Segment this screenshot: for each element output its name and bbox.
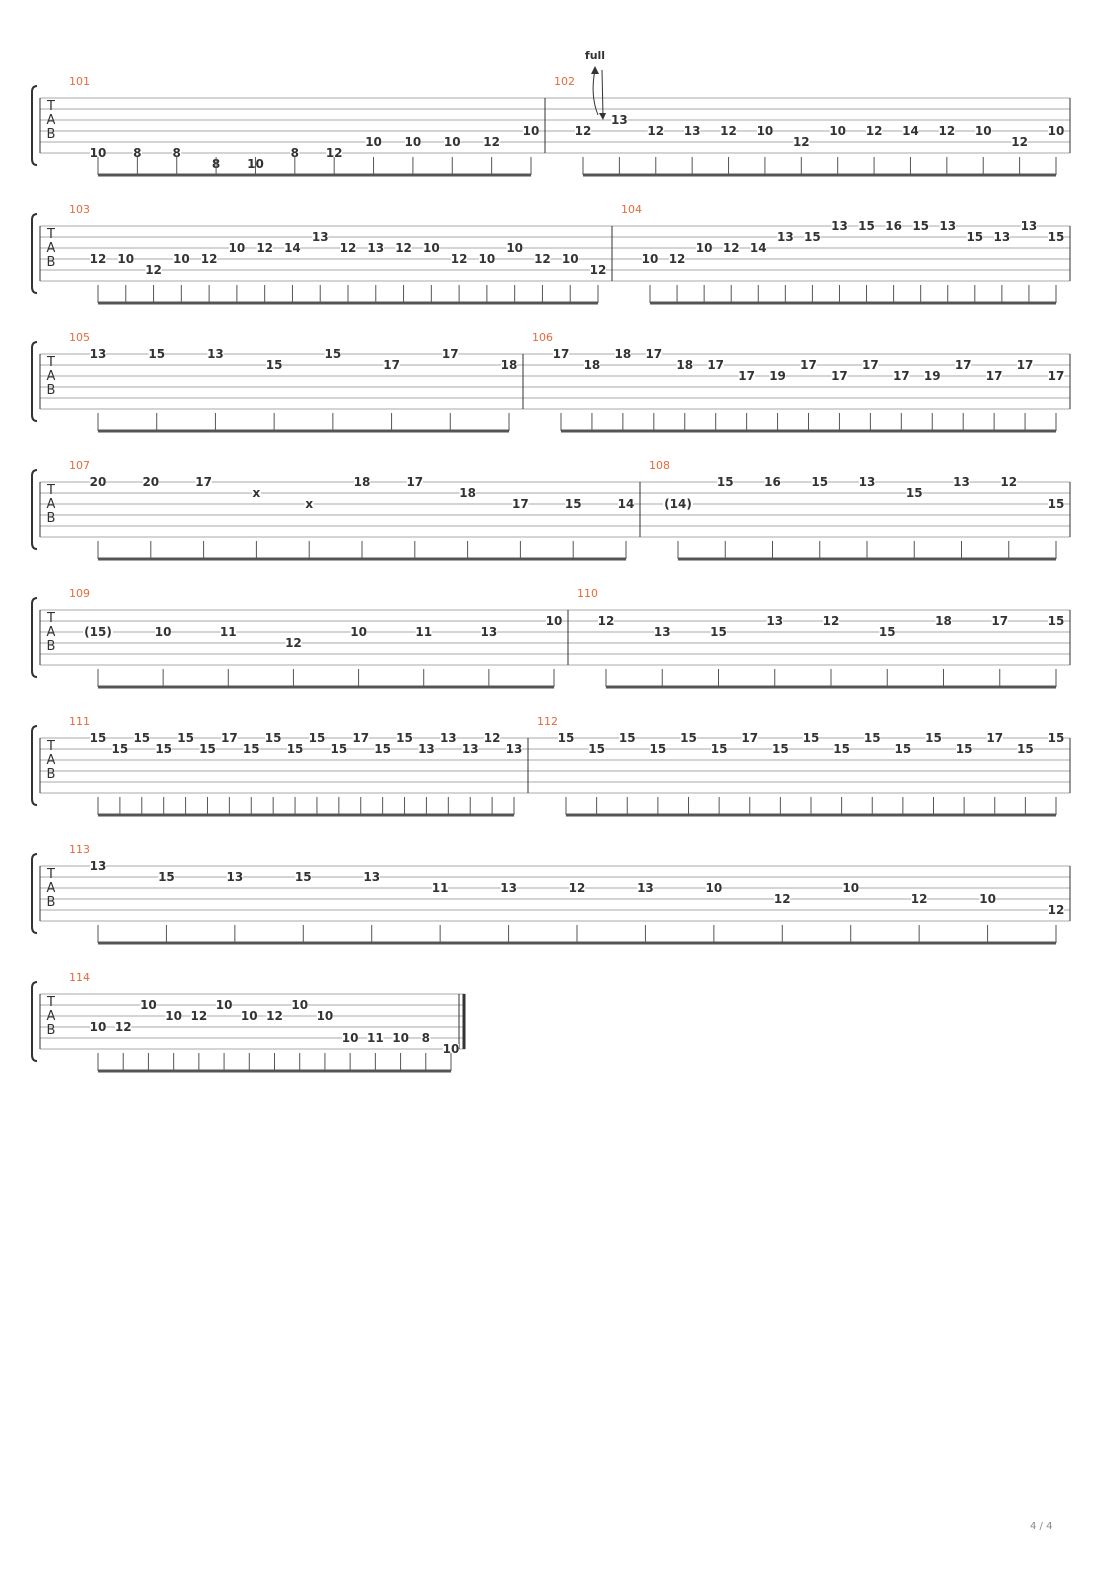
fret-number: 17 bbox=[195, 475, 212, 489]
tab-system bbox=[32, 203, 1070, 303]
fret-number: 15 bbox=[564, 497, 582, 511]
fret-number: x bbox=[252, 486, 261, 500]
fret-number: 15 bbox=[308, 731, 326, 745]
fret-number: 12 bbox=[822, 614, 840, 628]
fret-number: 10 bbox=[365, 135, 382, 149]
fret-number: 15 bbox=[1017, 742, 1034, 756]
fret-number: 12 bbox=[89, 252, 107, 266]
tab-clef-letter: A bbox=[46, 753, 56, 768]
fret-number: 10 bbox=[842, 881, 860, 895]
fret-number: 15 bbox=[1047, 230, 1065, 244]
system-bracket bbox=[32, 342, 37, 421]
fret-number: 11 bbox=[415, 625, 433, 639]
fret-number: 13 bbox=[418, 742, 435, 756]
fret-number: 12 bbox=[190, 1009, 208, 1023]
fret-number: 15 bbox=[148, 347, 166, 361]
fret-number: 10 bbox=[404, 135, 422, 149]
fret-number: 8 bbox=[290, 146, 299, 160]
fret-number: 15 bbox=[710, 742, 728, 756]
fret-number: 17 bbox=[552, 347, 570, 361]
fret-number: 17 bbox=[738, 369, 755, 383]
fret-number: 12 bbox=[574, 124, 592, 138]
fret-number: 15 bbox=[294, 870, 312, 884]
fret-number: 17 bbox=[645, 347, 663, 361]
fret-number: 18 bbox=[614, 347, 632, 361]
fret-number: 13 bbox=[953, 475, 970, 489]
fret-number: 12 bbox=[597, 614, 615, 628]
fret-number: 12 bbox=[792, 135, 810, 149]
tab-system bbox=[32, 587, 1070, 687]
fret-number: 15 bbox=[811, 475, 829, 489]
tab-clef-letter: B bbox=[46, 895, 56, 910]
fret-number: 10 bbox=[291, 998, 309, 1012]
fret-number: 16 bbox=[764, 475, 781, 489]
fret-number: 15 bbox=[374, 742, 391, 756]
fret-number: 12 bbox=[114, 1020, 132, 1034]
fret-number: 13 bbox=[461, 742, 479, 756]
fret-number: 10 bbox=[1047, 124, 1065, 138]
fret-number: 12 bbox=[647, 124, 665, 138]
fret-number: 13 bbox=[439, 731, 457, 745]
tab-clef-letter: T bbox=[47, 611, 55, 626]
fret-number: 10 bbox=[705, 881, 723, 895]
fret-number: 13 bbox=[89, 347, 107, 361]
fret-number: 10 bbox=[89, 146, 107, 160]
fret-number: 12 bbox=[938, 124, 956, 138]
fret-number: 15 bbox=[264, 731, 282, 745]
fret-number: 10 bbox=[545, 614, 563, 628]
fret-number: 13 bbox=[611, 113, 628, 127]
fret-number: 13 bbox=[207, 347, 224, 361]
fret-number: 12 bbox=[534, 252, 551, 266]
fret-number: 10 bbox=[522, 124, 540, 138]
fret-number: 13 bbox=[766, 614, 784, 628]
fret-number: 17 bbox=[892, 369, 910, 383]
fret-number: 12 bbox=[589, 263, 607, 277]
fret-number: 17 bbox=[831, 369, 848, 383]
fret-number: 10 bbox=[443, 135, 461, 149]
fret-number: 15 bbox=[1047, 731, 1065, 745]
fret-number: 12 bbox=[200, 252, 218, 266]
fret-number: 12 bbox=[1011, 135, 1028, 149]
fret-number: 14 bbox=[284, 241, 301, 255]
fret-number: 17 bbox=[741, 731, 759, 745]
measure-number: 102 bbox=[554, 75, 575, 88]
fret-number: 13 bbox=[831, 219, 848, 233]
fret-number: 17 bbox=[1047, 369, 1065, 383]
system-bracket bbox=[32, 726, 37, 805]
tab-clef-letter: T bbox=[47, 483, 55, 498]
fret-number: 10 bbox=[247, 157, 264, 171]
tab-clef-letter: A bbox=[46, 369, 56, 384]
measure-number: 109 bbox=[69, 587, 90, 600]
fret-number: 13 bbox=[363, 870, 381, 884]
fret-number: 15 bbox=[396, 731, 413, 745]
fret-number: 10 bbox=[350, 625, 367, 639]
fret-number: 10 bbox=[316, 1009, 334, 1023]
fret-number: 12 bbox=[1047, 903, 1065, 917]
fret-number: 10 bbox=[392, 1031, 409, 1045]
fret-number: 15 bbox=[1047, 497, 1065, 511]
fret-number: 8 bbox=[421, 1031, 430, 1045]
tab-system bbox=[32, 971, 465, 1071]
measure-number: 103 bbox=[69, 203, 90, 216]
tab-clef-letter: T bbox=[47, 867, 55, 882]
fret-number: 10 bbox=[829, 124, 847, 138]
fret-number: 17 bbox=[352, 731, 370, 745]
fret-number: 12 bbox=[256, 241, 274, 255]
fret-number: 10 bbox=[165, 1009, 182, 1023]
fret-number: 15 bbox=[804, 230, 821, 244]
fret-number: (15) bbox=[84, 625, 112, 639]
fret-number: 15 bbox=[680, 731, 697, 745]
fret-number: 17 bbox=[221, 731, 238, 745]
fret-number: 10 bbox=[442, 1042, 460, 1056]
fret-number: 13 bbox=[226, 870, 244, 884]
fret-number: 14 bbox=[617, 497, 635, 511]
measure-number: 106 bbox=[532, 331, 553, 344]
fret-number: 15 bbox=[802, 731, 820, 745]
tab-clef-letter: T bbox=[47, 99, 55, 114]
fret-number: 12 bbox=[483, 731, 501, 745]
tab-system bbox=[32, 331, 1070, 431]
fret-number: 15 bbox=[557, 731, 575, 745]
fret-number: 10 bbox=[641, 252, 659, 266]
tab-clef-letter: T bbox=[47, 995, 55, 1010]
tab-clef-letter: A bbox=[46, 625, 56, 640]
measure-number: 114 bbox=[69, 971, 90, 984]
tab-system bbox=[32, 715, 1070, 815]
fret-number: 18 bbox=[676, 358, 694, 372]
fret-number: 15 bbox=[955, 742, 973, 756]
tab-system bbox=[32, 459, 1070, 559]
fret-number: 17 bbox=[512, 497, 529, 511]
tab-clef-letter: A bbox=[46, 881, 56, 896]
fret-number: 17 bbox=[406, 475, 424, 489]
fret-number: 17 bbox=[985, 369, 1003, 383]
fret-number: 10 bbox=[240, 1009, 258, 1023]
fret-number: 15 bbox=[133, 731, 151, 745]
system-bracket bbox=[32, 598, 37, 677]
fret-number: 18 bbox=[353, 475, 371, 489]
fret-number: 10 bbox=[561, 252, 579, 266]
measure-number: 110 bbox=[577, 587, 598, 600]
fret-number: 17 bbox=[800, 358, 817, 372]
bend-arrow-icon bbox=[591, 66, 606, 120]
tab-clef-letter: A bbox=[46, 497, 56, 512]
fret-number: 12 bbox=[910, 892, 928, 906]
bend-full-label: full bbox=[584, 49, 606, 62]
fret-number: 15 bbox=[863, 731, 881, 745]
fret-number: 15 bbox=[242, 742, 260, 756]
fret-number: 15 bbox=[716, 475, 734, 489]
measure-number: 101 bbox=[69, 75, 90, 88]
fret-number: 15 bbox=[155, 742, 173, 756]
fret-number: 13 bbox=[89, 859, 107, 873]
fret-number: x bbox=[305, 497, 314, 511]
tab-clef-letter: A bbox=[46, 113, 56, 128]
measure-number: 108 bbox=[649, 459, 670, 472]
fret-number: 12 bbox=[266, 1009, 283, 1023]
tab-systems bbox=[32, 75, 1070, 1071]
fret-number: 13 bbox=[993, 230, 1011, 244]
fret-number: 10 bbox=[422, 241, 440, 255]
fret-number: 15 bbox=[1047, 614, 1065, 628]
fret-number: 15 bbox=[286, 742, 304, 756]
measure-number: 107 bbox=[69, 459, 90, 472]
fret-number: 12 bbox=[483, 135, 500, 149]
fret-number: 15 bbox=[330, 742, 348, 756]
fret-number: 17 bbox=[954, 358, 972, 372]
fret-number: 8 bbox=[211, 157, 221, 171]
fret-number: 17 bbox=[862, 358, 879, 372]
fret-number: 18 bbox=[500, 358, 518, 372]
fret-number: 13 bbox=[683, 124, 701, 138]
fret-number: 15 bbox=[912, 219, 930, 233]
fret-number: 18 bbox=[935, 614, 952, 628]
fret-number: 10 bbox=[117, 252, 135, 266]
fret-number: 10 bbox=[341, 1031, 359, 1045]
fret-number: 13 bbox=[939, 219, 957, 233]
tab-clef-letter: T bbox=[47, 227, 55, 242]
tab-system bbox=[32, 75, 1070, 175]
system-bracket bbox=[32, 470, 37, 549]
fret-number: 10 bbox=[154, 625, 172, 639]
page-number: 4 / 4 bbox=[1030, 1521, 1053, 1532]
fret-number: 11 bbox=[219, 625, 237, 639]
fret-number: 10 bbox=[215, 998, 233, 1012]
fret-number: 18 bbox=[583, 358, 601, 372]
fret-number: 15 bbox=[158, 870, 175, 884]
fret-number: 15 bbox=[324, 347, 342, 361]
fret-number: 14 bbox=[902, 124, 919, 138]
fret-number: 10 bbox=[478, 252, 496, 266]
fret-number: 12 bbox=[773, 892, 791, 906]
fret-number: 13 bbox=[1020, 219, 1038, 233]
tab-clef-letter: B bbox=[46, 255, 56, 270]
fret-number: 8 bbox=[172, 146, 181, 160]
tab-clef-letter: T bbox=[47, 355, 55, 370]
fret-number: 10 bbox=[974, 124, 992, 138]
fret-number: 10 bbox=[695, 241, 713, 255]
fret-number: 15 bbox=[111, 742, 129, 756]
system-bracket bbox=[32, 982, 37, 1061]
fret-number: 12 bbox=[1000, 475, 1018, 489]
fret-number: 13 bbox=[653, 625, 671, 639]
fret-number: 15 bbox=[905, 486, 923, 500]
fret-number: 17 bbox=[383, 358, 400, 372]
fret-number: 15 bbox=[89, 731, 107, 745]
fret-number: 13 bbox=[505, 742, 523, 756]
fret-number: 13 bbox=[480, 625, 498, 639]
fret-number: 12 bbox=[395, 241, 412, 255]
fret-number: (14) bbox=[664, 497, 692, 511]
fret-number: 15 bbox=[966, 230, 984, 244]
fret-number: 12 bbox=[145, 263, 162, 277]
fret-number: 10 bbox=[89, 1020, 107, 1034]
tab-clef-letter: B bbox=[46, 767, 56, 782]
fret-number: 12 bbox=[285, 636, 302, 650]
measure-number: 111 bbox=[69, 715, 90, 728]
fret-number: 17 bbox=[991, 614, 1009, 628]
fret-number: 15 bbox=[265, 358, 283, 372]
fret-number: 15 bbox=[649, 742, 667, 756]
fret-number: 19 bbox=[769, 369, 786, 383]
fret-number: 15 bbox=[858, 219, 875, 233]
fret-number: 15 bbox=[772, 742, 789, 756]
system-bracket bbox=[32, 214, 37, 293]
tab-clef-letter: B bbox=[46, 127, 56, 142]
fret-number: 12 bbox=[450, 252, 468, 266]
fret-number: 10 bbox=[228, 241, 246, 255]
system-bracket bbox=[32, 86, 37, 165]
fret-number: 15 bbox=[833, 742, 850, 756]
fret-number: 10 bbox=[140, 998, 157, 1012]
tab-clef-letter: B bbox=[46, 383, 56, 398]
fret-number: 18 bbox=[459, 486, 476, 500]
fret-number: 12 bbox=[668, 252, 686, 266]
fret-number: 13 bbox=[637, 881, 654, 895]
fret-number: 13 bbox=[776, 230, 794, 244]
fret-number: 16 bbox=[885, 219, 902, 233]
fret-number: 12 bbox=[325, 146, 343, 160]
tab-clef-letter: A bbox=[46, 241, 56, 256]
measure-number: 104 bbox=[621, 203, 642, 216]
tab-clef-letter: T bbox=[47, 739, 55, 754]
fret-number: 11 bbox=[431, 881, 449, 895]
measure-number: 112 bbox=[537, 715, 558, 728]
fret-number: 17 bbox=[1016, 358, 1034, 372]
fret-number: 10 bbox=[756, 124, 774, 138]
system-bracket bbox=[32, 854, 37, 933]
fret-number: 20 bbox=[89, 475, 107, 489]
fret-number: 15 bbox=[710, 625, 727, 639]
fret-number: 12 bbox=[722, 241, 740, 255]
fret-number: 13 bbox=[311, 230, 329, 244]
tab-clef-letter: B bbox=[46, 511, 56, 526]
tab-system bbox=[32, 843, 1070, 943]
fret-number: 13 bbox=[367, 241, 385, 255]
fret-number: 17 bbox=[707, 358, 725, 372]
fret-number: 8 bbox=[133, 146, 142, 160]
fret-number: 15 bbox=[177, 731, 194, 745]
fret-number: 14 bbox=[749, 241, 767, 255]
fret-number: 15 bbox=[925, 731, 942, 745]
fret-number: 19 bbox=[923, 369, 941, 383]
fret-number: 15 bbox=[618, 731, 636, 745]
fret-number: 13 bbox=[858, 475, 876, 489]
tab-clef-letter: B bbox=[46, 1023, 56, 1038]
measure-number: 105 bbox=[69, 331, 90, 344]
fret-number: 20 bbox=[142, 475, 160, 489]
tab-clef-letter: A bbox=[46, 1009, 56, 1024]
fret-number: 13 bbox=[500, 881, 517, 895]
fret-number: 15 bbox=[878, 625, 896, 639]
fret-number: 11 bbox=[367, 1031, 384, 1045]
fret-number: 15 bbox=[588, 742, 605, 756]
measure-number: 113 bbox=[69, 843, 90, 856]
fret-number: 17 bbox=[441, 347, 459, 361]
fret-number: 10 bbox=[979, 892, 996, 906]
fret-number: 12 bbox=[339, 241, 357, 255]
fret-number: 10 bbox=[172, 252, 190, 266]
fret-number: 17 bbox=[986, 731, 1004, 745]
fret-number: 12 bbox=[568, 881, 586, 895]
fret-number: 15 bbox=[199, 742, 216, 756]
fret-number: 10 bbox=[506, 241, 524, 255]
fret-number: 12 bbox=[865, 124, 883, 138]
fret-number: 12 bbox=[720, 124, 737, 138]
fret-number: 15 bbox=[894, 742, 912, 756]
tab-clef-letter: B bbox=[46, 639, 56, 654]
